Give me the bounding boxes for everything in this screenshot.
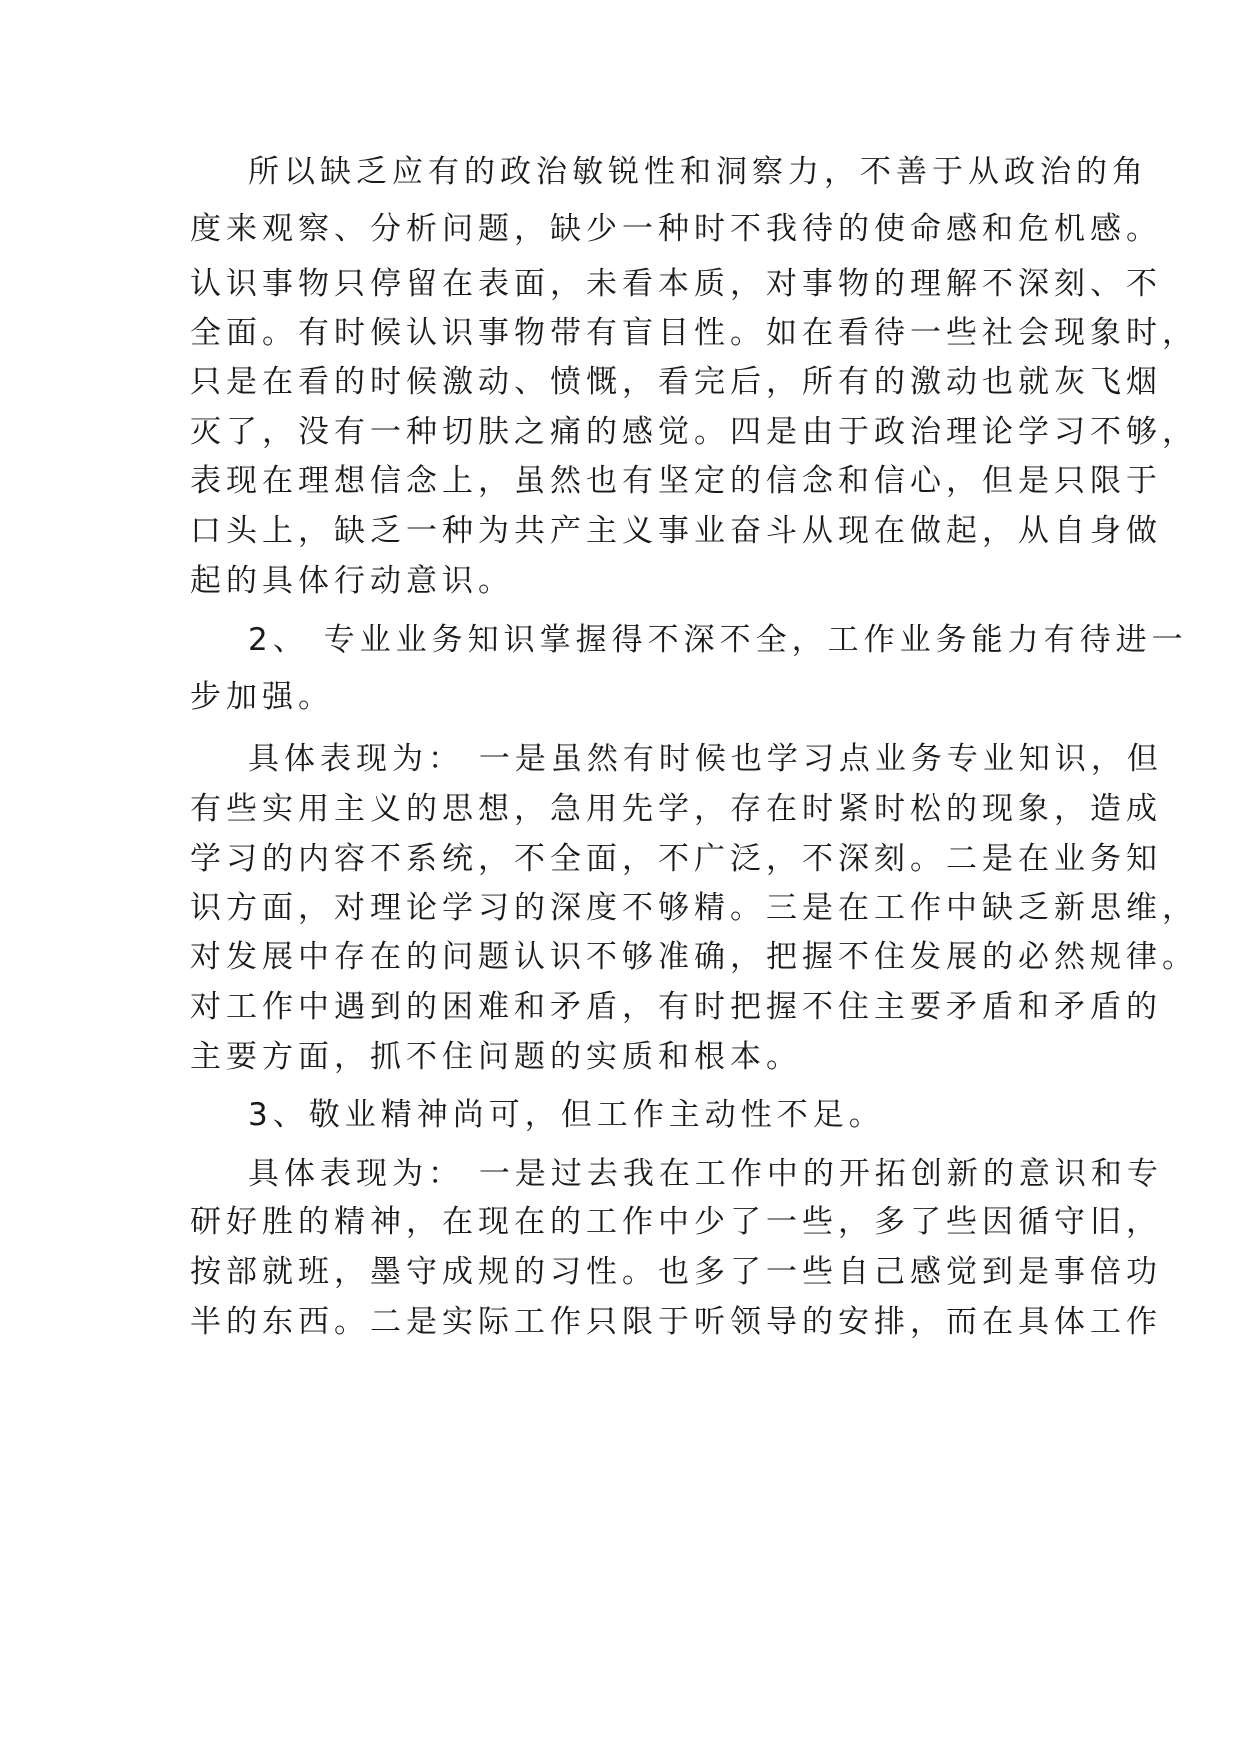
text-line: 步加强。	[190, 679, 334, 715]
text-line: 学习的内容不系统，不全面，不广泛，不深刻。二是在业务知	[190, 841, 1162, 877]
text-line: 主要方面，抓不住问题的实质和根本。	[190, 1039, 802, 1075]
text-line: 具体表现为： 一是虽然有时候也学习点业务专业知识，但	[248, 741, 1163, 777]
text-line: 按部就班，墨守成规的习性。也多了一些自己感觉到是事倍功	[190, 1254, 1162, 1290]
text-line: 具体表现为： 一是过去我在工作中的开拓创新的意识和专	[248, 1156, 1163, 1192]
text-line: 度来观察、分析问题，缺少一种时不我待的使命感和危机感。	[190, 211, 1162, 247]
text-line: 只是在看的时候激动、愤慨，看完后，所有的激动也就灰飞烟	[190, 364, 1162, 400]
text-line: 有些实用主义的思想，急用先学，存在时紧时松的现象，造成	[190, 791, 1162, 827]
text-line: 研好胜的精神，在现在的工作中少了一些，多了些因循守旧，	[190, 1204, 1162, 1240]
text-line: 2、 专业业务知识掌握得不深不全，工作业务能力有待进一	[248, 622, 1188, 658]
text-line: 对工作中遇到的困难和矛盾，有时把握不住主要矛盾和矛盾的	[190, 989, 1162, 1025]
text-line: 表现在理想信念上，虽然也有坚定的信念和信心，但是只限于	[190, 463, 1162, 499]
text-line: 起的具体行动意识。	[190, 563, 514, 599]
text-line: 口头上，缺乏一种为共产主义事业奋斗从现在做起，从自身做	[190, 513, 1162, 549]
text-line: 所以缺乏应有的政治敏锐性和洞察力，不善于从政治的角	[248, 154, 1148, 190]
text-line: 灭了，没有一种切肤之痛的感觉。四是由于政治理论学习不够，	[190, 414, 1198, 450]
text-line: 3、敬业精神尚可，但工作主动性不足。	[248, 1097, 885, 1133]
text-line: 对发展中存在的问题认识不够准确，把握不住发展的必然规律。	[190, 939, 1198, 975]
text-line: 认识事物只停留在表面，未看本质，对事物的理解不深刻、不	[190, 266, 1162, 302]
text-line: 识方面，对理论学习的深度不够精。三是在工作中缺乏新思维，	[190, 890, 1198, 926]
text-line: 半的东西。二是实际工作只限于听领导的安排，而在具体工作	[190, 1304, 1162, 1340]
text-line: 全面。有时候认识事物带有盲目性。如在看待一些社会现象时，	[190, 315, 1198, 351]
